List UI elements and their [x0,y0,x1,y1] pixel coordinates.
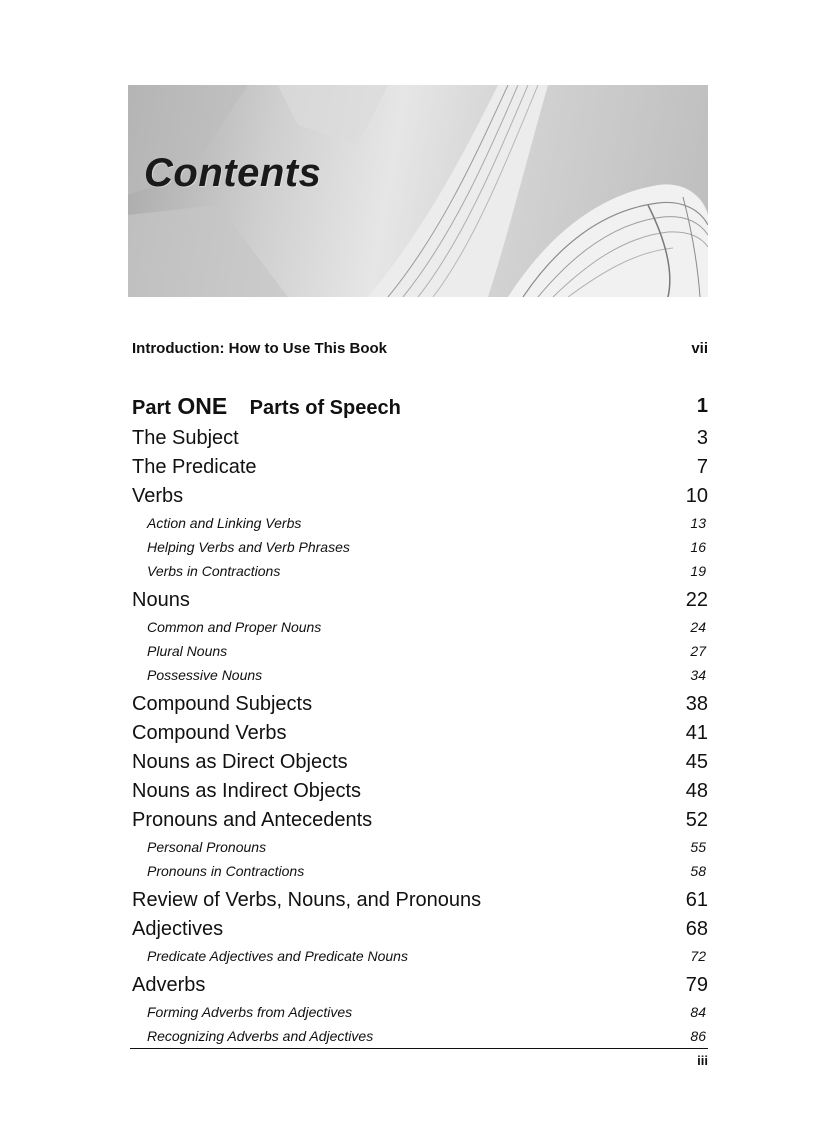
toc-entry-page: 48 [685,780,708,802]
toc-entry-title: Verbs [132,485,184,507]
toc-entry [132,719,708,748]
toc-entry [132,748,708,777]
toc-intro-row [132,340,708,360]
toc-subentry-title: Predicate Adjectives and Predicate Nouns [147,948,408,964]
toc-subentry-title: Forming Adverbs from Adjectives [147,1004,353,1020]
toc-subentry-page: 34 [690,667,706,683]
toc-subentry-page: 24 [690,619,706,635]
toc-subentry-title: Personal Pronouns [147,839,267,855]
toc-subentry [132,1024,708,1048]
toc-subentry-page: 16 [690,539,706,555]
contents-title: Contents [144,151,322,195]
toc-subentry [132,511,708,535]
toc-entry-page: 79 [685,974,708,996]
toc-entry [132,690,708,719]
toc-entry [132,482,708,511]
toc-subentry-page: 27 [690,643,706,659]
toc-subentry-title: Recognizing Adverbs and Adjectives [147,1028,374,1044]
toc-entry-title: Review of Verbs, Nouns, and Pronouns [132,889,482,911]
toc-part-heading [132,393,708,421]
toc-entry-title: Adjectives [132,918,224,940]
toc-entry-title: The Subject [132,427,239,449]
toc-entry [132,971,708,1000]
toc-subentry-title: Pronouns in Contractions [147,863,305,879]
toc-entry [132,806,708,835]
toc-entry-page: 45 [685,751,708,773]
toc-subentry [132,535,708,559]
toc-entry-page: 3 [696,427,708,449]
toc-intro-title: Introduction: How to Use This Book [132,340,387,357]
toc-entry-title: Nouns as Indirect Objects [132,780,361,802]
contents-banner [128,85,708,297]
toc-entry-title: Nouns as Direct Objects [132,751,348,773]
part-number: ONE [177,393,228,419]
toc-subentry-title: Helping Verbs and Verb Phrases [147,539,350,555]
toc-subentry-title: Common and Proper Nouns [147,619,322,635]
toc-subentry [132,639,708,663]
toc-subentry [132,615,708,639]
toc-entry-page: 68 [685,918,708,940]
toc-entry-title: Adverbs [132,974,206,996]
toc-subentry-page: 19 [690,563,706,579]
toc-list [132,424,708,1048]
toc-subentry [132,835,708,859]
part-title: Parts of Speech [249,397,401,419]
toc-subentry [132,559,708,583]
toc-intro-page: vii [691,340,708,357]
toc-subentry-page: 72 [690,948,706,964]
toc-subentry [132,1000,708,1024]
toc-entry [132,777,708,806]
toc-entry-page: 38 [685,693,708,715]
toc-entry-page: 41 [685,722,708,744]
toc-entry-page: 61 [685,889,708,911]
part-page: 1 [696,395,708,417]
toc-subentry [132,663,708,687]
toc-subentry-title: Possessive Nouns [147,667,263,683]
toc-subentry-title: Verbs in Contractions [147,563,281,579]
toc-subentry [132,859,708,883]
toc-entry-title: Compound Verbs [132,722,287,744]
toc-subentry-page: 58 [690,863,706,879]
toc-subentry-page: 84 [690,1004,706,1020]
toc-entry [132,453,708,482]
toc-entry-page: 10 [685,485,708,507]
toc-entry-title: Compound Subjects [132,693,313,715]
toc-subentry-page: 13 [690,515,706,531]
toc-entry-page: 7 [696,456,708,478]
toc-entry [132,915,708,944]
toc-entry-title: Pronouns and Antecedents [132,809,373,831]
footer-rule [130,1048,708,1049]
toc-entry-title: Nouns [132,589,190,611]
toc-subentry-title: Plural Nouns [147,643,228,659]
toc-subentry [132,944,708,968]
toc-subentry-page: 86 [690,1028,706,1044]
toc-entry [132,586,708,615]
toc-entry-page: 52 [685,809,708,831]
page-folio: iii [697,1053,708,1068]
toc-subentry-page: 55 [690,839,706,855]
toc-entry [132,886,708,915]
toc-entry [132,424,708,453]
toc-entry-page: 22 [685,589,708,611]
part-word: Part [132,397,171,419]
toc-subentry-title: Action and Linking Verbs [147,515,302,531]
toc-entry-title: The Predicate [132,456,257,478]
